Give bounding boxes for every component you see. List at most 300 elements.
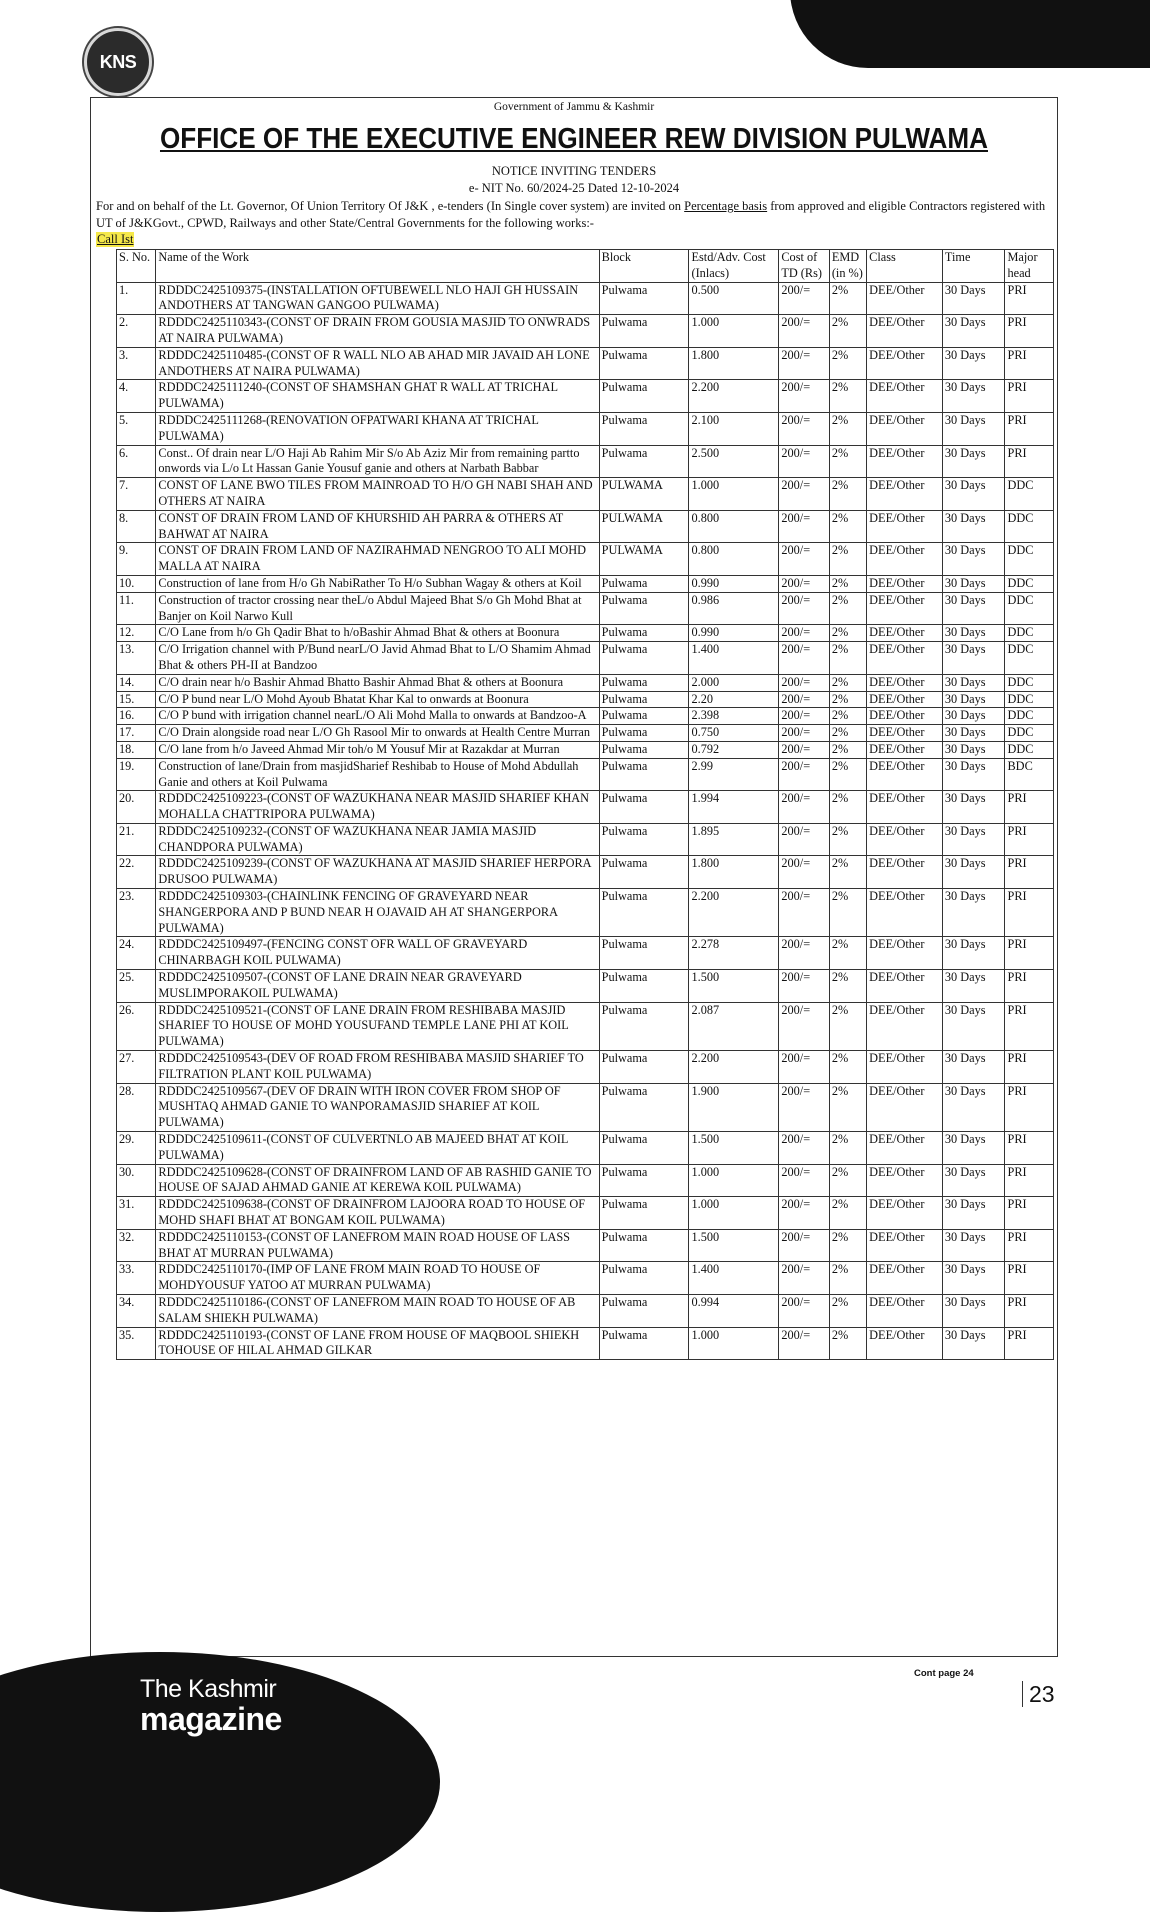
emd-cell: 2% [829,1229,866,1262]
serial-cell: 18. [117,741,156,758]
serial-cell: 34. [117,1295,156,1328]
class-cell: DEE/Other [867,380,943,413]
class-cell: DEE/Other [867,708,943,725]
table-row [117,758,1054,791]
class-cell: DEE/Other [867,642,943,675]
cost-cell: 2.20 [689,691,779,708]
time-cell: 30 Days [942,889,1005,937]
serial-cell: 35. [117,1327,156,1360]
emd-cell: 2% [829,1051,866,1084]
td-cost-cell: 200/= [779,708,829,725]
time-cell: 30 Days [942,510,1005,543]
time-cell: 30 Days [942,380,1005,413]
emd-cell: 2% [829,642,866,675]
time-cell: 30 Days [942,674,1005,691]
column-header: EMD (in %) [829,250,866,283]
intro-paragraph [96,198,1051,232]
major-head-cell: DDC [1005,691,1054,708]
major-head-cell: DDC [1005,708,1054,725]
table-row [117,478,1054,511]
work-name-cell: RDDDC2425109611-(CONST OF CULVERTNLO AB MAJEED BHAT AT KOIL PULWAMA) [156,1132,599,1165]
emd-cell: 2% [829,889,866,937]
major-head-cell: DDC [1005,625,1054,642]
serial-cell: 32. [117,1229,156,1262]
work-name-cell: RDDDC2425110186-(CONST OF LANEFROM MAIN ROAD TO HOUSE OF AB SALAM SHIEKH PULWAMA) [156,1295,599,1328]
table-body [117,282,1054,1360]
emd-cell: 2% [829,412,866,445]
class-cell: DEE/Other [867,856,943,889]
class-cell: DEE/Other [867,1132,943,1165]
class-cell: DEE/Other [867,674,943,691]
work-name-cell: RDDDC2425109239-(CONST OF WAZUKHANA AT MASJID SHARIEF HERPORA DRUSOO PULWAMA) [156,856,599,889]
major-head-cell: PRI [1005,1132,1054,1165]
table-row [117,543,1054,576]
emd-cell: 2% [829,282,866,315]
table-row [117,1083,1054,1131]
column-header: Name of the Work [156,250,599,283]
serial-cell: 22. [117,856,156,889]
time-cell: 30 Days [942,1132,1005,1165]
table-row [117,347,1054,380]
serial-cell: 13. [117,642,156,675]
time-cell: 30 Days [942,412,1005,445]
call-label: Call Ist [97,232,134,246]
time-cell: 30 Days [942,856,1005,889]
emd-cell: 2% [829,347,866,380]
time-cell: 30 Days [942,445,1005,478]
serial-cell: 17. [117,725,156,742]
time-cell: 30 Days [942,625,1005,642]
block-cell: Pulwama [599,575,689,592]
table-row [117,592,1054,625]
work-name-cell: CONST OF DRAIN FROM LAND OF KHURSHID AH PARRA & OTHERS AT BAHWAT AT NAIRA [156,510,599,543]
emd-cell: 2% [829,674,866,691]
class-cell: DEE/Other [867,1229,943,1262]
table-row [117,708,1054,725]
cost-cell: 1.000 [689,478,779,511]
brand-line-2: magazine [140,1701,282,1737]
continued-note: Cont page 24 [914,1668,974,1679]
serial-cell: 20. [117,791,156,824]
major-head-cell: PRI [1005,889,1054,937]
time-cell: 30 Days [942,282,1005,315]
serial-cell: 16. [117,708,156,725]
block-cell: Pulwama [599,445,689,478]
td-cost-cell: 200/= [779,823,829,856]
table-row [117,642,1054,675]
td-cost-cell: 200/= [779,1197,829,1230]
major-head-cell: PRI [1005,445,1054,478]
class-cell: DEE/Other [867,1327,943,1360]
emd-cell: 2% [829,625,866,642]
class-cell: DEE/Other [867,691,943,708]
class-cell: DEE/Other [867,823,943,856]
time-cell: 30 Days [942,1295,1005,1328]
block-cell: Pulwama [599,823,689,856]
major-head-cell: DDC [1005,543,1054,576]
class-cell: DEE/Other [867,1083,943,1131]
block-cell: Pulwama [599,625,689,642]
td-cost-cell: 200/= [779,889,829,937]
class-cell: DEE/Other [867,478,943,511]
cost-cell: 2.398 [689,708,779,725]
work-name-cell: RDDDC2425110170-(IMP OF LANE FROM MAIN ROAD TO HOUSE OF MOHDYOUSUF YATOO AT MURRAN PULWAMA) [156,1262,599,1295]
block-cell: Pulwama [599,691,689,708]
block-cell: Pulwama [599,1083,689,1131]
td-cost-cell: 200/= [779,625,829,642]
cost-cell: 1.800 [689,856,779,889]
td-cost-cell: 200/= [779,1164,829,1197]
time-cell: 30 Days [942,1327,1005,1360]
column-header: Cost of TD (Rs) [779,250,829,283]
time-cell: 30 Days [942,347,1005,380]
work-name-cell: RDDDC2425109628-(CONST OF DRAINFROM LAND OF AB RASHID GANIE TO HOUSE OF SAJAD AHMAD GANIE AT KEREWA KOIL PULWAMA) [156,1164,599,1197]
emd-cell: 2% [829,758,866,791]
emd-cell: 2% [829,1197,866,1230]
time-cell: 30 Days [942,741,1005,758]
table-row [117,791,1054,824]
work-name-cell: C/O P bund near L/O Mohd Ayoub Bhatat Khar Kal to onwards at Boonura [156,691,599,708]
major-head-cell: PRI [1005,1197,1054,1230]
emd-cell: 2% [829,1083,866,1131]
block-cell: Pulwama [599,674,689,691]
emd-cell: 2% [829,741,866,758]
work-name-cell: RDDDC2425109497-(FENCING CONST OFR WALL OF GRAVEYARD CHINARBAGH KOIL PULWAMA) [156,937,599,970]
cost-cell: 0.994 [689,1295,779,1328]
cost-cell: 1.400 [689,1262,779,1295]
emd-cell: 2% [829,1132,866,1165]
block-cell: Pulwama [599,1164,689,1197]
corner-decoration [790,0,1150,68]
block-cell: Pulwama [599,791,689,824]
table-row [117,1051,1054,1084]
major-head-cell: DDC [1005,741,1054,758]
block-cell: Pulwama [599,741,689,758]
time-cell: 30 Days [942,708,1005,725]
kns-logo: KNS [84,28,152,96]
td-cost-cell: 200/= [779,510,829,543]
work-name-cell: C/O lane from h/o Javeed Ahmad Mir toh/o M Yousuf Mir at Razakdar at Murran [156,741,599,758]
work-name-cell: C/O Drain alongside road near L/O Gh Rasool Mir to onwards at Health Centre Murran [156,725,599,742]
td-cost-cell: 200/= [779,282,829,315]
serial-cell: 28. [117,1083,156,1131]
td-cost-cell: 200/= [779,1083,829,1131]
work-name-cell: RDDDC2425109375-(INSTALLATION OFTUBEWELL NLO HAJI GH HUSSAIN ANDOTHERS AT TANGWAN GANGOO PULWAMA) [156,282,599,315]
serial-cell: 5. [117,412,156,445]
table-row [117,674,1054,691]
block-cell: Pulwama [599,315,689,348]
government-line: Government of Jammu & Kashmir [493,101,655,113]
serial-cell: 30. [117,1164,156,1197]
emd-cell: 2% [829,1164,866,1197]
class-cell: DEE/Other [867,1051,943,1084]
time-cell: 30 Days [942,1002,1005,1050]
major-head-cell: PRI [1005,1164,1054,1197]
table-row [117,575,1054,592]
class-cell: DEE/Other [867,1002,943,1050]
work-name-cell: RDDDC2425109303-(CHAINLINK FENCING OF GRAVEYARD NEAR SHANGERPORA AND P BUND NEAR H OJAVAID AH AT SHANGERPORA PULWAMA) [156,889,599,937]
block-cell: Pulwama [599,1197,689,1230]
work-name-cell: RDDDC2425109543-(DEV OF ROAD FROM RESHIBABA MASJID SHARIEF TO FILTRATION PLANT KOIL PULWAMA) [156,1051,599,1084]
cost-cell: 1.895 [689,823,779,856]
class-cell: DEE/Other [867,412,943,445]
major-head-cell: PRI [1005,1051,1054,1084]
class-cell: DEE/Other [867,347,943,380]
magazine-logo [140,1676,282,1736]
work-name-cell: C/O Lane from h/o Gh Qadir Bhat to h/oBashir Ahmad Bhat & others at Boonura [156,625,599,642]
td-cost-cell: 200/= [779,674,829,691]
table-row [117,282,1054,315]
block-cell: Pulwama [599,380,689,413]
work-name-cell: RDDDC2425109521-(CONST OF LANE DRAIN FROM RESHIBABA MASJID SHARIEF TO HOUSE OF MOHD YOUSUFAND TEMPLE LANE PHI AT KOIL PULWAMA) [156,1002,599,1050]
major-head-cell: PRI [1005,412,1054,445]
work-name-cell: RDDDC2425111240-(CONST OF SHAMSHAN GHAT R WALL AT TRICHAL PULWAMA) [156,380,599,413]
serial-cell: 2. [117,315,156,348]
work-name-cell: C/O Irrigation channel with P/Bund nearL/O Javid Ahmad Bhat to L/O Shamim Ahmad Bhat & others PH-II at Bandzoo [156,642,599,675]
major-head-cell: BDC [1005,758,1054,791]
table-row [117,970,1054,1003]
block-cell: Pulwama [599,970,689,1003]
cost-cell: 0.500 [689,282,779,315]
td-cost-cell: 200/= [779,1051,829,1084]
major-head-cell: DDC [1005,575,1054,592]
cost-cell: 2.087 [689,1002,779,1050]
block-cell: Pulwama [599,758,689,791]
emd-cell: 2% [829,380,866,413]
major-head-cell: PRI [1005,1083,1054,1131]
table-row [117,1132,1054,1165]
serial-cell: 8. [117,510,156,543]
intro-text-end: from approved and eligible Contractors registered with UT of J&KGovt., CPWD, Railways and other State/Central Governments for the following works:- [96,199,1046,230]
table-row [117,412,1054,445]
block-cell: Pulwama [599,282,689,315]
work-name-cell: RDDDC2425110193-(CONST OF LANE FROM HOUSE OF MAQBOOL SHIEKH TOHOUSE OF HILAL AHMAD GILKAR [156,1327,599,1360]
serial-cell: 19. [117,758,156,791]
emd-cell: 2% [829,823,866,856]
major-head-cell: DDC [1005,725,1054,742]
td-cost-cell: 200/= [779,445,829,478]
tender-table [116,249,1054,1360]
emd-cell: 2% [829,478,866,511]
class-cell: DEE/Other [867,445,943,478]
td-cost-cell: 200/= [779,1002,829,1050]
class-cell: DEE/Other [867,575,943,592]
class-cell: DEE/Other [867,625,943,642]
table-row [117,823,1054,856]
serial-cell: 11. [117,592,156,625]
td-cost-cell: 200/= [779,856,829,889]
major-head-cell: PRI [1005,1229,1054,1262]
emd-cell: 2% [829,510,866,543]
class-cell: DEE/Other [867,543,943,576]
emd-cell: 2% [829,1295,866,1328]
class-cell: DEE/Other [867,1262,943,1295]
serial-cell: 29. [117,1132,156,1165]
percentage-basis: Percentage basis [684,199,768,213]
emd-cell: 2% [829,543,866,576]
table-row [117,856,1054,889]
block-cell: Pulwama [599,1229,689,1262]
serial-cell: 9. [117,543,156,576]
block-cell: Pulwama [599,412,689,445]
work-name-cell: RDDDC2425110343-(CONST OF DRAIN FROM GOUSIA MASJID TO ONWRADS AT NAIRA PULWAMA) [156,315,599,348]
serial-cell: 4. [117,380,156,413]
serial-cell: 6. [117,445,156,478]
td-cost-cell: 200/= [779,380,829,413]
td-cost-cell: 200/= [779,575,829,592]
emd-cell: 2% [829,1262,866,1295]
major-head-cell: PRI [1005,1002,1054,1050]
class-cell: DEE/Other [867,970,943,1003]
time-cell: 30 Days [942,691,1005,708]
td-cost-cell: 200/= [779,543,829,576]
emd-cell: 2% [829,575,866,592]
serial-cell: 3. [117,347,156,380]
major-head-cell: PRI [1005,937,1054,970]
table-row [117,315,1054,348]
major-head-cell: DDC [1005,592,1054,625]
emd-cell: 2% [829,1327,866,1360]
table-row [117,937,1054,970]
block-cell: Pulwama [599,1132,689,1165]
time-cell: 30 Days [942,575,1005,592]
table-row [117,1002,1054,1050]
column-header: Time [942,250,1005,283]
major-head-cell: PRI [1005,347,1054,380]
major-head-cell: DDC [1005,642,1054,675]
column-header: Class [867,250,943,283]
table-row [117,741,1054,758]
nit-number: e- NIT No. 60/2024-25 Dated 12-10-2024 [468,181,680,195]
class-cell: DEE/Other [867,791,943,824]
work-name-cell: RDDDC2425111268-(RENOVATION OFPATWARI KHANA AT TRICHAL PULWAMA) [156,412,599,445]
time-cell: 30 Days [942,1164,1005,1197]
class-cell: DEE/Other [867,725,943,742]
emd-cell: 2% [829,725,866,742]
column-header: Major head [1005,250,1054,283]
block-cell: Pulwama [599,1262,689,1295]
cost-cell: 2.000 [689,674,779,691]
office-title: OFFICE OF THE EXECUTIVE ENGINEER REW DIVISION PULWAMA [159,123,988,155]
class-cell: DEE/Other [867,592,943,625]
table-row [117,380,1054,413]
brand-line-1: The Kashmir [140,1675,277,1703]
td-cost-cell: 200/= [779,1327,829,1360]
cost-cell: 2.500 [689,445,779,478]
class-cell: DEE/Other [867,282,943,315]
column-header: S. No. [117,250,156,283]
emd-cell: 2% [829,937,866,970]
intro-text: For and on behalf of the Lt. Governor, Of Union Territory Of J&K , e-tenders (In Single cover system) are invited on [96,199,685,213]
time-cell: 30 Days [942,823,1005,856]
td-cost-cell: 200/= [779,592,829,625]
time-cell: 30 Days [942,758,1005,791]
emd-cell: 2% [829,1002,866,1050]
cost-cell: 0.800 [689,543,779,576]
time-cell: 30 Days [942,937,1005,970]
major-head-cell: DDC [1005,510,1054,543]
block-cell: Pulwama [599,1002,689,1050]
td-cost-cell: 200/= [779,937,829,970]
major-head-cell: PRI [1005,1327,1054,1360]
cost-cell: 1.900 [689,1083,779,1131]
td-cost-cell: 200/= [779,758,829,791]
class-cell: DEE/Other [867,1164,943,1197]
serial-cell: 10. [117,575,156,592]
serial-cell: 23. [117,889,156,937]
work-name-cell: C/O P bund with irrigation channel nearL/O Ali Mohd Malla to onwards at Bandzoo-A [156,708,599,725]
block-cell: Pulwama [599,592,689,625]
table-row [117,1197,1054,1230]
block-cell: Pulwama [599,1327,689,1360]
major-head-cell: PRI [1005,1295,1054,1328]
table-row [117,1327,1054,1360]
emd-cell: 2% [829,856,866,889]
block-cell: PULWAMA [599,478,689,511]
cost-cell: 1.000 [689,1327,779,1360]
major-head-cell: PRI [1005,856,1054,889]
page-number: 23 [1022,1681,1055,1707]
td-cost-cell: 200/= [779,1132,829,1165]
td-cost-cell: 200/= [779,1229,829,1262]
table-row [117,510,1054,543]
block-cell: Pulwama [599,889,689,937]
time-cell: 30 Days [942,1083,1005,1131]
class-cell: DEE/Other [867,758,943,791]
work-name-cell: C/O drain near h/o Bashir Ahmad Bhatto Bashir Ahmad Bhat & others at Boonura [156,674,599,691]
td-cost-cell: 200/= [779,642,829,675]
td-cost-cell: 200/= [779,1295,829,1328]
table-row [117,1229,1054,1262]
major-head-cell: PRI [1005,282,1054,315]
serial-cell: 7. [117,478,156,511]
work-name-cell: Const.. Of drain near L/O Haji Ab Rahim Mir S/o Ab Aziz Mir from remaining partto onwords via L/o Lt Hassan Ganie Yousuf ganie and others at Narbath Babbar [156,445,599,478]
cost-cell: 1.000 [689,1164,779,1197]
time-cell: 30 Days [942,1051,1005,1084]
cost-cell: 1.500 [689,970,779,1003]
time-cell: 30 Days [942,642,1005,675]
cost-cell: 2.200 [689,1051,779,1084]
class-cell: DEE/Other [867,1295,943,1328]
table-row [117,445,1054,478]
block-cell: PULWAMA [599,510,689,543]
time-cell: 30 Days [942,791,1005,824]
time-cell: 30 Days [942,970,1005,1003]
td-cost-cell: 200/= [779,315,829,348]
cost-cell: 0.792 [689,741,779,758]
work-name-cell: RDDDC2425109507-(CONST OF LANE DRAIN NEAR GRAVEYARD MUSLIMPORAKOIL PULWAMA) [156,970,599,1003]
notice-title: NOTICE INVITING TENDERS [491,164,657,178]
time-cell: 30 Days [942,592,1005,625]
table-row [117,725,1054,742]
cost-cell: 1.994 [689,791,779,824]
major-head-cell: PRI [1005,380,1054,413]
block-cell: Pulwama [599,708,689,725]
block-cell: Pulwama [599,937,689,970]
work-name-cell: RDDDC2425109223-(CONST OF WAZUKHANA NEAR MASJID SHARIEF KHAN MOHALLA CHATTRIPORA PULWAMA) [156,791,599,824]
serial-cell: 15. [117,691,156,708]
time-cell: 30 Days [942,1229,1005,1262]
serial-cell: 27. [117,1051,156,1084]
emd-cell: 2% [829,445,866,478]
time-cell: 30 Days [942,725,1005,742]
td-cost-cell: 200/= [779,691,829,708]
work-name-cell: Construction of tractor crossing near theL/o Abdul Majeed Bhat S/o Gh Mohd Bhat at Banjer on Koil Narwo Kull [156,592,599,625]
block-cell: Pulwama [599,856,689,889]
time-cell: 30 Days [942,1262,1005,1295]
tender-notice [90,97,1058,1657]
table-row [117,625,1054,642]
